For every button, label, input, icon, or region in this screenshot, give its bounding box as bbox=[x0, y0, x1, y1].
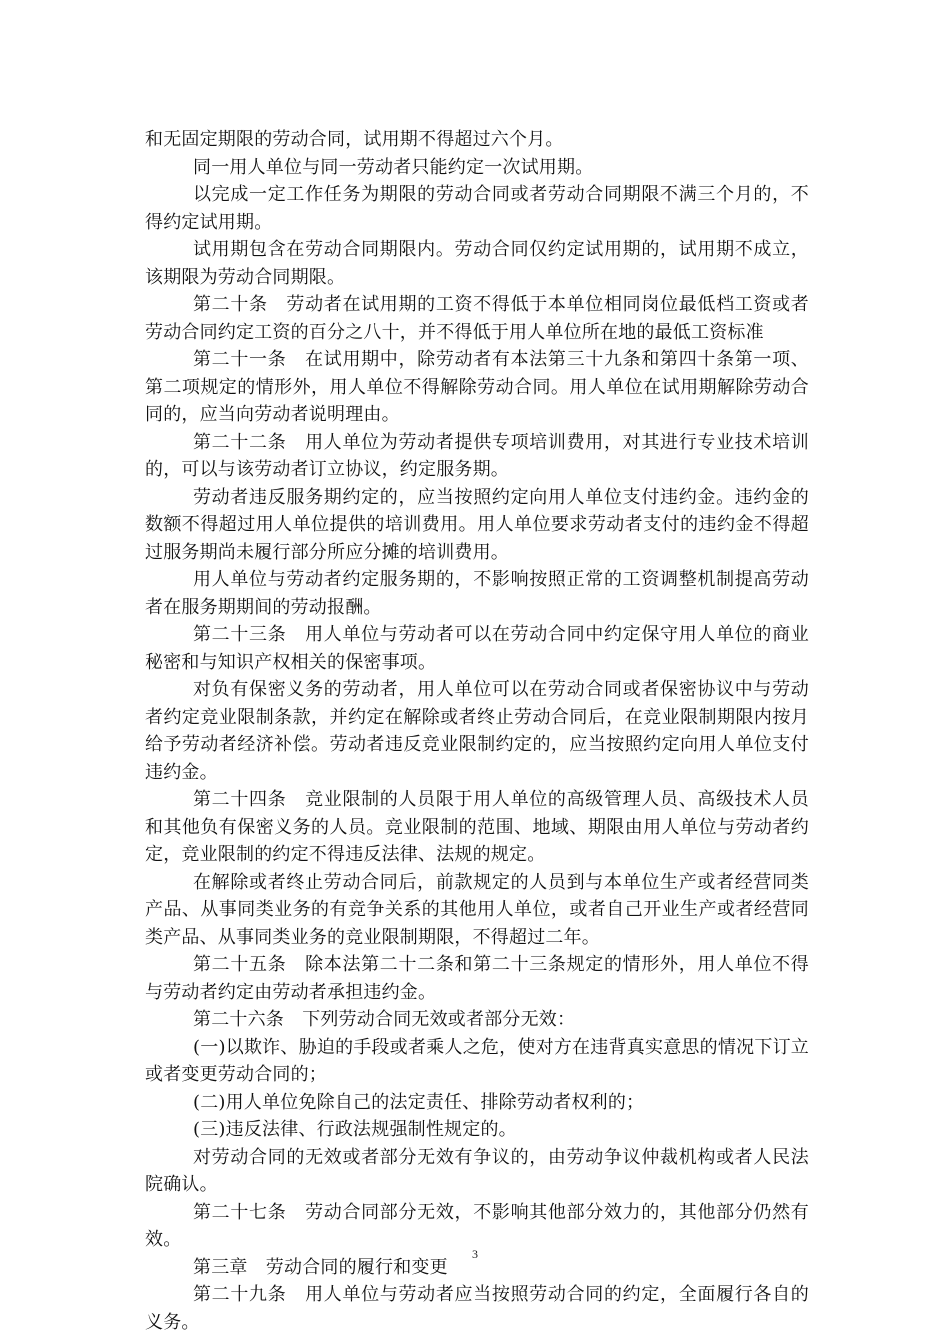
article-29: 第二十九条 用人单位与劳动者应当按照劳动合同的约定，全面履行各自的义务。 bbox=[145, 1284, 809, 1333]
paragraph: 对劳动合同的无效或者部分无效有争议的，由劳动争议仲裁机构或者人民法院确认。 bbox=[145, 1146, 809, 1195]
article-27: 第二十七条 劳动合同部分无效，不影响其他部分效力的，其他部分仍然有效。 bbox=[145, 1201, 809, 1250]
paragraph: 试用期包含在劳动合同期限内。劳动合同仅约定试用期的，试用期不成立，该期限为劳动合同期限。 bbox=[145, 239, 809, 288]
article-22: 第二十二条 用人单位为劳动者提供专项培训费用，对其进行专业技术培训的，可以与该劳动者订立协议，约定服务期。 bbox=[145, 431, 809, 480]
page-number: 3 bbox=[472, 1247, 478, 1261]
paragraph: 劳动者违反服务期约定的，应当按照约定向用人单位支付违约金。违约金的数额不得超过用人单位提供的培训费用。用人单位要求劳动者支付的违约金不得超过服务期尚未履行部分所应分摊的培训费用。 bbox=[145, 486, 809, 563]
paragraph: 对负有保密义务的劳动者，用人单位可以在劳动合同或者保密协议中与劳动者约定竞业限制条款，并约定在解除或者终止劳动合同后，在竞业限制期限内按月给予劳动者经济补偿。劳动者违反竞业限制约定的，应当按照约定向用人单位支付违约金。 bbox=[145, 679, 809, 783]
article-20: 第二十条 劳动者在试用期的工资不得低于本单位相同岗位最低档工资或者劳动合同约定工资的百分之八十，并不得低于用人单位所在地的最低工资标准 bbox=[145, 294, 809, 343]
article-21: 第二十一条 在试用期中，除劳动者有本法第三十九条和第四十条第一项、第二项规定的情形外，用人单位不得解除劳动合同。用人单位在试用期解除劳动合同的，应当向劳动者说明理由。 bbox=[145, 349, 809, 425]
list-item: (三)违反法律、行政法规强制性规定的。 bbox=[193, 1119, 517, 1140]
paragraph: 在解除或者终止劳动合同后，前款规定的人员到与本单位生产或者经营同类产品、从事同类业务的有竞争关系的其他用人单位，或者自己开业生产或者经营同类产品、从事同类业务的竞业限制期限，不得超过二年。 bbox=[145, 871, 809, 948]
paragraph: 同一用人单位与同一劳动者只能约定一次试用期。 bbox=[193, 156, 594, 178]
list-item: (一)以欺诈、胁迫的手段或者乘人之危，使对方在违背真实意思的情况下订立或者变更劳动合同的； bbox=[145, 1036, 809, 1085]
paragraph: 和无固定期限的劳动合同，试用期不得超过六个月。 bbox=[145, 129, 564, 150]
document-body bbox=[145, 126, 809, 1336]
chapter-heading: 第三章 劳动合同的履行和变更 bbox=[193, 1256, 448, 1278]
list-item: (二)用人单位免除自己的法定责任、排除劳动者权利的； bbox=[193, 1091, 645, 1113]
article-25: 第二十五条 除本法第二十二条和第二十三条规定的情形外，用人单位不得与劳动者约定由劳动者承担违约金。 bbox=[145, 954, 809, 1003]
paragraph: 用人单位与劳动者约定服务期的，不影响按照正常的工资调整机制提高劳动者在服务期期间的劳动报酬。 bbox=[145, 569, 809, 618]
article-23: 第二十三条 用人单位与劳动者可以在劳动合同中约定保守用人单位的商业秘密和与知识产权相关的保密事项。 bbox=[145, 624, 809, 673]
article-24: 第二十四条 竞业限制的人员限于用人单位的高级管理人员、高级技术人员和其他负有保密义务的人员。竞业限制的范围、地域、期限由用人单位与劳动者约定，竞业限制的约定不得违反法律、法规的规定。 bbox=[145, 789, 809, 865]
paragraph: 以完成一定工作任务为期限的劳动合同或者劳动合同期限不满三个月的，不得约定试用期。 bbox=[145, 184, 809, 233]
article-26: 第二十六条 下列劳动合同无效或者部分无效： bbox=[193, 1009, 576, 1030]
